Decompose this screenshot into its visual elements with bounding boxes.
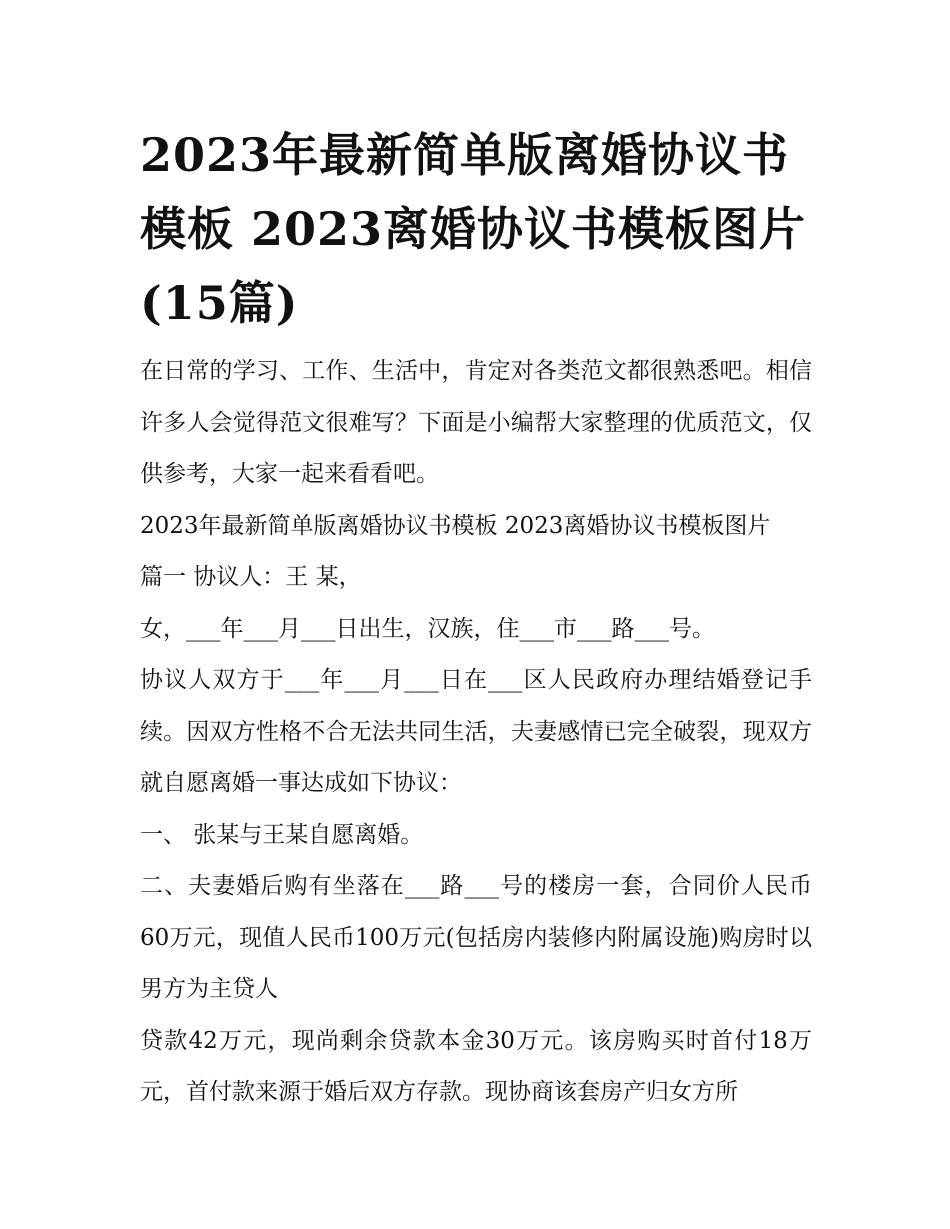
clause-two: 二、夫妻婚后购有坐落在___路___号的楼房一套，合同价人民币60万元，现值人民币100万元(包括房内装修内附属设施)购房时以男方为主贷人 bbox=[140, 873, 812, 1002]
intro-paragraph: 在日常的学习、工作、生活中，肯定对各类范文都很熟悉吧。相信许多人会觉得范文很难写？下面是小编帮大家整理的优质范文，仅供参考，大家一起来看看吧。 bbox=[140, 358, 812, 487]
agreement-party-line: 篇一 协议人：王 某， bbox=[140, 564, 362, 590]
party-details-line: 女，___年___月___日出生，汉族，住___市___路___号。 bbox=[140, 615, 715, 642]
clause-two-continued: 贷款42万元，现尚剩余贷款本金30万元。该房购买时首付18万元，首付款来源于婚后双方存款。现协商该套房产归女方所 bbox=[140, 1027, 812, 1105]
marriage-registration-paragraph: 协议人双方于___年___月___日在___区人民政府办理结婚登记手续。因双方性格不合无法共同生活，夫妻感情已完全破裂，现双方就自愿离婚一事达成如下协议： bbox=[140, 667, 812, 796]
section-heading: 2023年最新简单版离婚协议书模板 2023离婚协议书模板图片 bbox=[140, 512, 771, 539]
clause-one: 一、 张某与王某自愿离婚。 bbox=[140, 821, 424, 848]
document-title: 2023年最新简单版离婚协议书模板 2023离婚协议书模板图片(15篇) bbox=[140, 128, 807, 330]
document-page bbox=[140, 118, 812, 1119]
